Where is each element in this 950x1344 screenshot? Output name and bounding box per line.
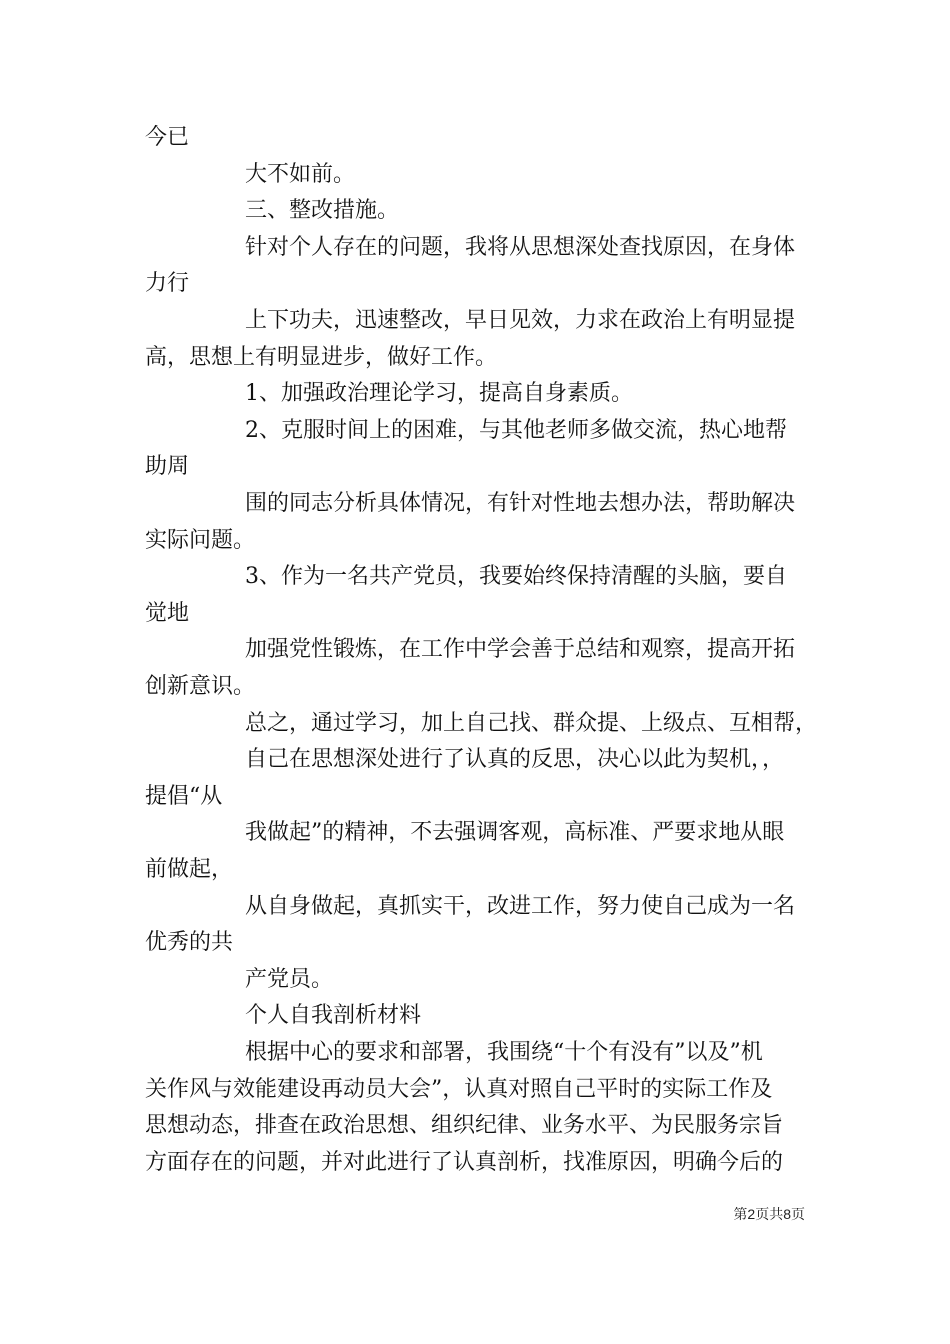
text-line: 1、加强政治理论学习，提高自身素质。 [245, 381, 633, 407]
text-line: 大不如前。 [245, 161, 356, 187]
text-line: 助周 [145, 454, 190, 480]
text-line: 方面存在的问题，并对此进行了认真剖析，找准原因，明确今后的 [145, 1149, 784, 1175]
text-line: 上下功夫，迅速整改，早日见效，力求在政治上有明显提 [245, 308, 796, 333]
text-line: 加强党性锻炼，在工作中学会善于总结和观察，提高开拓 [245, 637, 796, 663]
text-line: 前做起， [145, 857, 234, 882]
text-line: 针对个人存在的问题，我将从思想深处查找原因，在身体 [245, 234, 796, 260]
text-line: 今已 [145, 125, 190, 150]
text-line: 围的同志分析具体情况，有针对性地去想办法，帮助解决 [245, 491, 796, 516]
text-line: 关作风与效能建设再动员大会”，认真对照自己平时的实际工作及 [145, 1076, 773, 1102]
text-line: 高，思想上有明显进步，做好工作。 [145, 344, 498, 370]
text-line: 提倡“从 [145, 783, 223, 809]
text-line: 根据中心的要求和部署，我围绕“十个有没有”以及”机 [245, 1040, 763, 1065]
text-line: 自己在思想深处进行了认真的反思，决心以此为契机，， [245, 747, 785, 773]
page-number: 第2页共8页 [733, 1206, 805, 1222]
text-line: 总之，通过学习，加上自己找、群众提、上级点、互相帮， [245, 710, 818, 736]
text-line: 思想动态，排查在政治思想、组织纪律、业务水平、为民服务宗旨 [145, 1113, 784, 1139]
text-line: 个人自我剖析材料 [245, 1003, 422, 1029]
text-line: 2、克服时间上的困难，与其他老师多做交流，热心地帮 [245, 417, 787, 443]
text-line: 优秀的共 [145, 930, 234, 956]
text-line: 产党员。 [245, 966, 334, 992]
text-line: 3、作为一名共产党员，我要始终保持清醒的头脑，要自 [245, 564, 787, 590]
text-line: 从自身做起，真抓实干，改进工作，努力使自己成为一名 [245, 893, 796, 919]
text-line: 实际问题。 [145, 527, 256, 553]
text-line: 力行 [145, 271, 190, 297]
text-line: 我做起”的精神，不去强调客观，高标准、严要求地从眼 [245, 820, 785, 846]
text-line: 创新意识。 [145, 674, 256, 699]
text-line: 三、整改措施。 [245, 198, 400, 224]
text-line: 觉地 [145, 600, 190, 626]
